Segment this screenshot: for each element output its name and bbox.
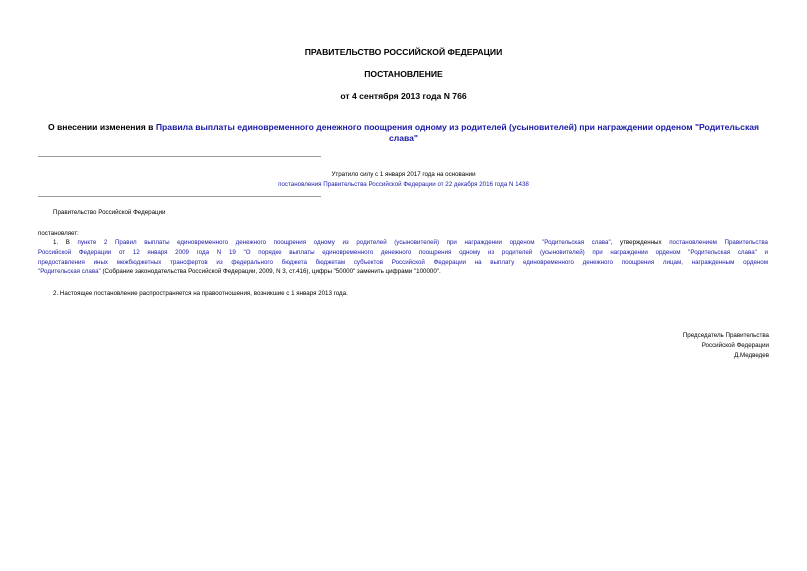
p1-rest-text: (Собрание законодательства Российской Федерации, 2009, N 3, ст.416), цифры "50000" заменить цифрами "100000". — [100, 268, 441, 275]
government-heading: ПРАВИТЕЛЬСТВО РОССИЙСКОЙ ФЕДЕРАЦИИ — [304, 47, 503, 57]
signature-block — [683, 331, 769, 361]
divider-top — [38, 156, 321, 157]
paragraph-2: 2. Настоящее постановление распространяется на правоотношения, возникшие с 1 января 2013 года. — [53, 290, 348, 297]
p1-order-link[interactable]: "Родительская слава" — [38, 268, 101, 275]
title-rules-link-cont[interactable]: слава" — [388, 133, 419, 143]
status-text: Утратило силу с 1 января 2017 года на основании — [331, 171, 476, 178]
document-type-heading: ПОСТАНОВЛЕНИЕ — [364, 69, 443, 79]
p1-approved-text: , утвержденных — [610, 239, 670, 246]
signature-country: Российской Федерации — [701, 342, 769, 349]
document-title-line2 — [0, 133, 807, 143]
intro-text: Правительство Российской Федерации — [53, 209, 166, 216]
p1-rules-link[interactable]: пункте 2 Правил выплаты единовременного денежного поощрения одному из родителей (усыновителей) при награждении орденом "Родительская слава" — [77, 239, 611, 246]
signature-name: Д.Медведев — [734, 352, 769, 359]
p1-decree-link[interactable]: постановлением Правительства — [669, 239, 768, 246]
title-rules-link[interactable]: Правила выплаты единовременного денежного поощрения одному из родителей (усыновителей) при награждении орденом "Родительская — [155, 122, 760, 132]
paragraph-1-line2[interactable]: Российской Федерации от 12 января 2009 года N 19 "О порядке выплаты единовременного денежного поощрения одному из родителей (усыновителей) при награждении орденом "Родительская слава" и — [38, 249, 768, 256]
paragraph-1-line4 — [38, 267, 441, 277]
status-repeal-link[interactable]: постановления Правительства Российской Федерации от 22 декабря 2016 года N 1438 — [278, 181, 529, 188]
paragraph-1-line1 — [53, 239, 768, 246]
p1-number: 1. В — [53, 239, 78, 246]
signature-position: Председатель Правительства — [682, 332, 769, 339]
document-title-line1 — [0, 122, 807, 132]
date-number-heading: от 4 сентября 2013 года N 766 — [340, 91, 467, 101]
title-prefix: О внесении изменения в — [47, 122, 156, 132]
paragraph-1-line3[interactable]: предоставления иных межбюджетных трансфертов из федерального бюджета бюджетам субъектов Российской Федерации на выплату единовременного денежного поощрения лицам, награжденным орденом — [38, 259, 768, 266]
divider-bottom — [38, 196, 321, 197]
decrees-text: постановляет: — [38, 230, 79, 237]
